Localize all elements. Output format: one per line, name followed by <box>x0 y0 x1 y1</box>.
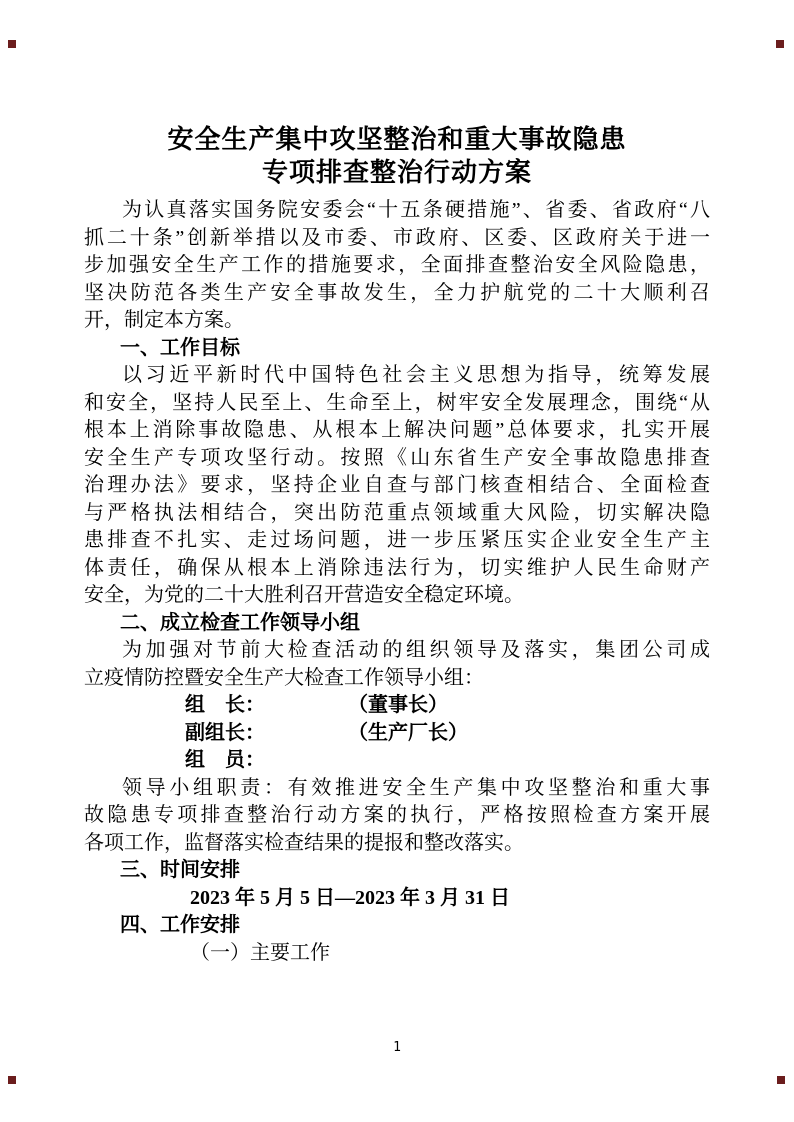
text-line: 患排查不扎实、走过场问题，进一步压紧压实企业安全生产主 <box>84 529 710 551</box>
text-line: 为认真落实国务院安委会“十五条硬措施”、省委、省政府“八 <box>122 199 710 221</box>
text-line: 以习近平新时代中国特色社会主义思想为指导，统筹发展 <box>122 364 710 386</box>
text-line: 安全生产专项攻坚行动。按照《山东省生产安全事故隐患排查 <box>84 446 710 469</box>
title-line-2: 专项排查整治行动方案 <box>261 158 532 187</box>
title-line-1: 安全生产集中攻坚整治和重大事故隐患 <box>167 125 627 154</box>
role-label: 组 长： <box>185 694 265 716</box>
text-line: 抓二十条”创新举措以及市委、市政府、区委、区政府关于进一 <box>84 226 710 249</box>
paragraph-goal <box>84 362 710 610</box>
subsection-heading-1: （一）主要工作 <box>190 941 330 964</box>
text-line: 根本上消除事故隐患、从根本上解决问题”总体要求，扎实开展 <box>84 419 710 441</box>
role-line-members <box>84 747 710 775</box>
role-title: （董事长） <box>348 694 448 716</box>
document-title <box>84 123 710 189</box>
paragraph-leading-group <box>84 637 710 692</box>
corner-mark <box>8 40 16 48</box>
corner-mark <box>776 40 784 48</box>
role-label: 副组长： <box>185 721 265 744</box>
section-heading-4: 四、工作安排 <box>120 914 240 936</box>
text-line: 为加强对节前大检查活动的组织领导及落实，集团公司成 <box>122 639 710 661</box>
role-line-leader <box>84 692 710 720</box>
text-line: 立疫情防控暨安全生产大检查工作领导小组： <box>84 666 484 689</box>
text-line: 与严格执法相结合，突出防范重点领域重大风险，切实解决隐 <box>84 501 710 524</box>
corner-mark <box>8 1076 16 1084</box>
text-line: 步加强安全生产工作的措施要求，全面排查整治安全风险隐患， <box>84 254 710 276</box>
role-label: 组 员： <box>185 749 265 771</box>
text-line: 体责任，确保从根本上消除违法行为，切实维护人民生命财产 <box>84 556 710 579</box>
corner-mark <box>777 1076 785 1084</box>
role-line-deputy <box>84 720 710 748</box>
text-line: 故隐患专项排查整治行动方案的执行，严格按照检查方案开展 <box>84 804 710 826</box>
text-line: 开，制定本方案。 <box>84 309 244 331</box>
paragraph-duties <box>84 775 710 858</box>
role-title: （生产厂长） <box>348 721 468 744</box>
text-line: 治理办法》要求，坚持企业自查与部门核查相结合、全面检查 <box>84 474 710 496</box>
text-line: 和安全，坚持人民至上、生命至上，树牢安全发展理念，围绕“从 <box>84 391 710 414</box>
paragraph-intro <box>84 197 710 335</box>
document-body <box>84 123 710 967</box>
text-line: 安全，为党的二十大胜利召开营造安全稳定环境。 <box>84 584 524 606</box>
date-range: 2023 年 5 月 5 日—2023 年 3 月 31 日 <box>190 886 510 909</box>
section-heading-1: 一、工作目标 <box>120 336 240 359</box>
text-line: 领导小组职责：有效推进安全生产集中攻坚整治和重大事 <box>122 776 710 799</box>
section-heading-3: 三、时间安排 <box>120 859 240 881</box>
text-line: 各项工作，监督落实检查结果的提报和整改落实。 <box>84 831 524 854</box>
section-heading-2: 二、成立检查工作领导小组 <box>120 611 360 634</box>
role-list <box>84 692 710 775</box>
text-line: 坚决防范各类生产安全事故发生，全力护航党的二十大顺利召 <box>84 281 710 304</box>
page-number: 1 <box>393 1040 401 1055</box>
